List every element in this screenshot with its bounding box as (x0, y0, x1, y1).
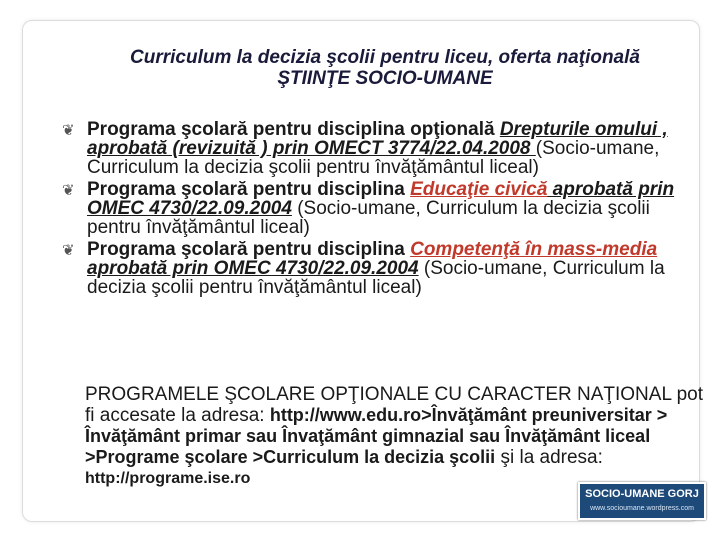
item-emph: Educaţie civică (410, 179, 548, 200)
title-line-1: Curriculum la decizia şcolii pentru liceu, oferta naţională (130, 47, 640, 68)
paragraph-intro: PROGRAMELE ŞCOLARE OPŢIONALE CU CARACTER NAŢIONAL pot fi accesate la adresa: (85, 384, 703, 426)
item-rest: (Socio-umane, Curriculum la decizia şcolii pentru învăţământul liceal) (87, 198, 650, 238)
logo-subtitle: www.socioumane.wordpress.com (590, 505, 694, 512)
program-list (62, 120, 702, 300)
list-item (62, 240, 702, 297)
bullet-icon: ❦ (62, 122, 75, 139)
item-rest: (Socio-umane, Curriculum la decizia şcolii pentru învăţământul liceal) (87, 258, 665, 298)
logo-title: SOCIO-UMANE GORJ (585, 488, 699, 500)
item-prefix: Programa şcolară pentru disciplina (87, 179, 411, 200)
bullet-icon: ❦ (62, 242, 75, 259)
item-approval: aprobată prin OMEC 4730/22.09.2004 (87, 258, 419, 279)
edu-link[interactable]: http://www.edu.ro>Învăţământ preuniversitar > Învăţământ primar sau Învaţământ gimnazial sau Învăţământ liceal >Programe şcolare >Curriculum la decizia şcolii (85, 405, 668, 467)
paragraph-mid: şi la adresa: (495, 447, 603, 468)
list-item (62, 180, 702, 237)
slide-title (60, 47, 710, 89)
item-emph: Competenţă în mass-media (410, 239, 658, 260)
item-prefix: Programa şcolară pentru disciplina (87, 239, 411, 260)
bullet-icon: ❦ (62, 182, 75, 199)
ise-link[interactable]: http://programe.ise.ro (85, 470, 251, 487)
item-rest: (Socio-umane, Curriculum la decizia şcolii pentru învăţământul liceal) (87, 138, 660, 178)
list-item (62, 120, 702, 177)
item-approval: , aprobată (revizuită ) prin OMECT 3774/22.04.2008 (87, 119, 668, 159)
socio-umane-logo (578, 482, 706, 520)
title-line-2: ŞTIINŢE SOCIO-UMANE (277, 68, 493, 89)
item-approval: aprobată prin OMEC 4730/22.09.2004 (87, 179, 675, 219)
item-prefix: Programa şcolară pentru disciplina opţională (87, 119, 500, 140)
item-emph: Drepturile omului (499, 119, 658, 140)
programs-paragraph (85, 385, 705, 489)
